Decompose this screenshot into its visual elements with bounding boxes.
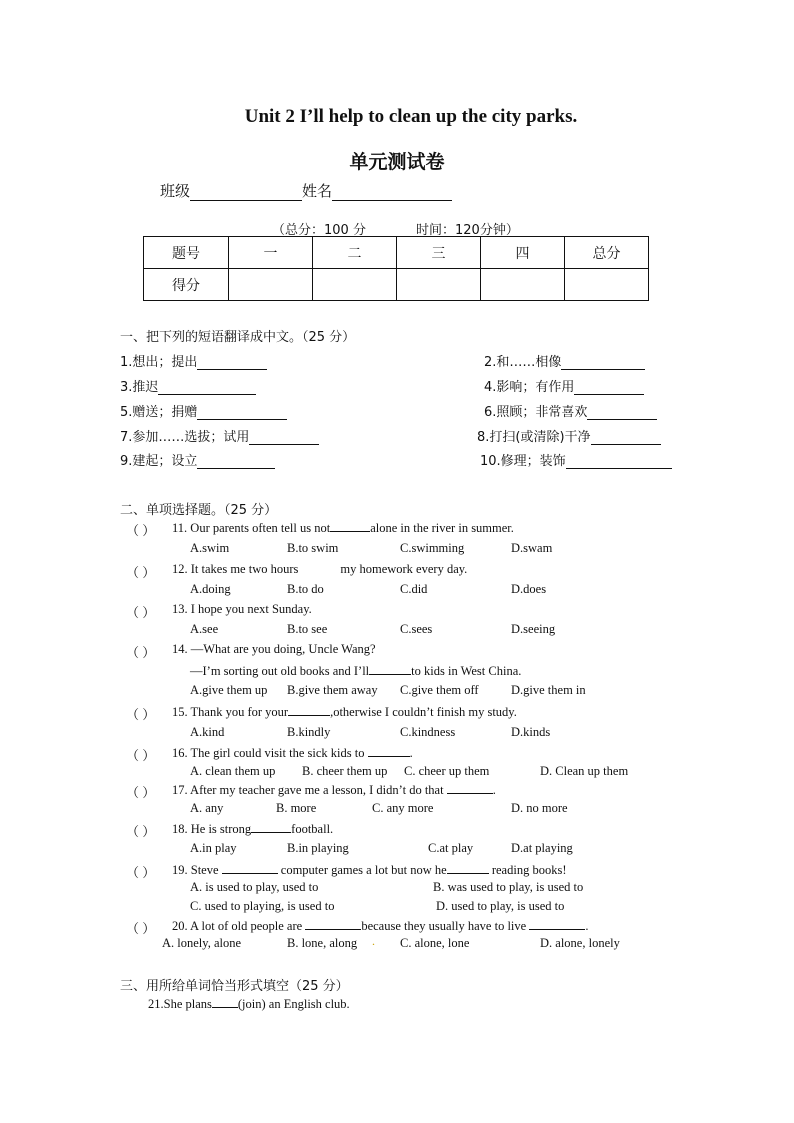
question-11: 11. Our parents often tell us not alone in the river in summer.: [172, 521, 514, 535]
option[interactable]: C.sees: [400, 622, 433, 636]
option[interactable]: D. used to play, is used to: [436, 899, 565, 913]
answer-blank[interactable]: [222, 862, 278, 874]
vocab-item: 10.修理；装饰: [480, 450, 672, 469]
option[interactable]: A.swim: [190, 541, 230, 555]
answer-blank[interactable]: [197, 407, 287, 420]
answer-blank[interactable]: [591, 432, 661, 445]
option[interactable]: D.at playing: [511, 841, 573, 855]
option[interactable]: A.in play: [190, 841, 237, 855]
name-blank[interactable]: [332, 186, 452, 201]
answer-blank[interactable]: [330, 520, 370, 532]
answer-blank[interactable]: [212, 996, 238, 1008]
class-label: 班级: [160, 182, 191, 200]
answer-paren[interactable]: （ ）: [126, 645, 156, 660]
option[interactable]: A. is used to play, used to: [190, 880, 319, 894]
option[interactable]: A. clean them up: [190, 764, 276, 778]
score-table: [143, 236, 649, 301]
question-16: 16. The girl could visit the sick kids to .: [172, 746, 413, 760]
question-19: 19. Steve computer games a lot but now he reading books!: [172, 863, 567, 877]
answer-blank[interactable]: [561, 357, 645, 370]
option[interactable]: D.kinds: [511, 725, 551, 739]
answer-paren[interactable]: （ ）: [126, 785, 156, 800]
question-21: 21.She plans (join) an English club.: [148, 997, 350, 1011]
option[interactable]: C. cheer up them: [404, 764, 490, 778]
answer-blank[interactable]: [197, 456, 275, 469]
score-cell-header: 三: [397, 237, 481, 269]
answer-paren[interactable]: （ ）: [126, 748, 156, 763]
option[interactable]: B. cheer them up: [302, 764, 388, 778]
vocab-item: 2.和……相像: [484, 351, 645, 370]
question-15: 15. Thank you for your ,otherwise I couldn’t finish my study.: [172, 705, 517, 719]
section3-heading: 三、用所给单词恰当形式填空（25 分）: [120, 979, 349, 994]
option[interactable]: C.swimming: [400, 541, 465, 555]
vocab-item: 9.建起；设立: [120, 450, 275, 469]
question-20: 20. A lot of old people are because they usually have to live .: [172, 919, 589, 933]
answer-paren[interactable]: （ ）: [126, 565, 156, 580]
answer-blank[interactable]: [447, 862, 489, 874]
vocab-item: 1.想出；提出: [120, 351, 267, 370]
option[interactable]: C. any more: [372, 801, 434, 815]
option[interactable]: C.give them off: [400, 683, 479, 697]
question-18: 18. He is strong football.: [172, 822, 334, 836]
option[interactable]: C. alone, lone: [400, 936, 470, 950]
option[interactable]: D.swam: [511, 541, 553, 555]
stray-dot-mark: .: [372, 934, 375, 948]
question-13: 13. I hope you next Sunday.: [172, 602, 312, 616]
answer-paren[interactable]: （ ）: [126, 605, 156, 620]
option[interactable]: A.see: [190, 622, 219, 636]
class-blank[interactable]: [190, 186, 302, 201]
time-note: 时间：120分钟）: [416, 223, 519, 238]
section1-heading: 一、把下列的短语翻译成中文。（25 分）: [120, 330, 356, 345]
score-cell-header: 一: [229, 237, 313, 269]
page-title: Unit 2 I’ll help to clean up the city parks.: [244, 106, 578, 127]
answer-blank[interactable]: [305, 918, 361, 930]
option[interactable]: B.kindly: [287, 725, 331, 739]
score-cell-input[interactable]: [397, 269, 481, 301]
option[interactable]: B.to swim: [287, 541, 339, 555]
answer-paren[interactable]: （ ）: [126, 865, 156, 880]
option[interactable]: B.give them away: [287, 683, 378, 697]
score-cell-input[interactable]: [565, 269, 649, 301]
vocab-item: 7.参加……选拔；试用: [120, 426, 319, 445]
option[interactable]: B. more: [276, 801, 317, 815]
score-cell-input[interactable]: [481, 269, 565, 301]
option[interactable]: D.give them in: [511, 683, 586, 697]
vocab-item: 8.打扫(或清除)干净: [477, 426, 661, 445]
answer-blank[interactable]: [566, 456, 672, 469]
vocab-item: 3.推迟: [120, 376, 256, 395]
score-cell-input[interactable]: [313, 269, 397, 301]
option[interactable]: D. Clean up them: [540, 764, 629, 778]
answer-blank[interactable]: [249, 432, 319, 445]
option[interactable]: D. alone, lonely: [540, 936, 620, 950]
option[interactable]: D. no more: [511, 801, 568, 815]
question-17: 17. After my teacher gave me a lesson, I didn’t do that .: [172, 783, 496, 797]
option[interactable]: B. was used to play, is used to: [433, 880, 584, 894]
option[interactable]: C.did: [400, 582, 428, 596]
option[interactable]: A.give them up: [190, 683, 268, 697]
answer-blank[interactable]: [288, 704, 330, 716]
option[interactable]: B. lone, along: [287, 936, 358, 950]
option[interactable]: D.does: [511, 582, 547, 596]
option[interactable]: C. used to playing, is used to: [190, 899, 335, 913]
answer-blank[interactable]: [529, 918, 585, 930]
option[interactable]: A.kind: [190, 725, 225, 739]
question-14-line2: —I’m sorting out old books and I’ll to kids in West China.: [190, 664, 522, 678]
score-cell-header: 总分: [565, 237, 649, 269]
total-score-note: （总分：100 分: [272, 223, 366, 238]
vocab-item: 4.影响；有作用: [484, 376, 644, 395]
score-cell-header: 四: [481, 237, 565, 269]
score-cell-input[interactable]: [229, 269, 313, 301]
option[interactable]: B.to see: [287, 622, 328, 636]
answer-paren[interactable]: （ ）: [126, 707, 156, 722]
option[interactable]: B.to do: [287, 582, 324, 596]
option[interactable]: A. any: [190, 801, 224, 815]
answer-blank[interactable]: [197, 357, 267, 370]
answer-paren[interactable]: （ ）: [126, 824, 156, 839]
question-12: 12. It takes me two hours my homework every day.: [172, 562, 468, 576]
option[interactable]: C.kindness: [400, 725, 456, 739]
answer-paren[interactable]: （ ）: [126, 523, 156, 538]
vocab-item: 6.照顾；非常喜欢: [484, 401, 657, 420]
option[interactable]: B.in playing: [287, 841, 349, 855]
answer-blank[interactable]: [574, 382, 644, 395]
answer-blank[interactable]: [158, 382, 256, 395]
vocab-item: 5.赠送；捐赠: [120, 401, 287, 420]
answer-blank[interactable]: [369, 663, 411, 675]
class-field: [160, 180, 452, 201]
option[interactable]: A. lonely, alone: [162, 936, 242, 950]
page-subtitle: 单元测试卷: [349, 151, 445, 173]
option[interactable]: A.doing: [190, 582, 231, 596]
name-label: 姓名: [302, 182, 333, 200]
score-cell-header: 二: [313, 237, 397, 269]
score-cell-header: 题号: [144, 237, 229, 269]
answer-blank[interactable]: [251, 821, 291, 833]
score-table-header-row: [144, 237, 649, 269]
answer-blank[interactable]: [587, 407, 657, 420]
score-table-score-row: [144, 269, 649, 301]
answer-blank[interactable]: [368, 745, 410, 757]
answer-blank[interactable]: [447, 782, 493, 794]
question-14: 14. —What are you doing, Uncle Wang?: [172, 642, 376, 656]
option[interactable]: D.seeing: [511, 622, 556, 636]
option[interactable]: C.at play: [428, 841, 474, 855]
section2-heading: 二、单项选择题。（25 分）: [120, 503, 278, 518]
score-row-label: 得分: [144, 269, 229, 301]
answer-paren[interactable]: （ ）: [126, 921, 156, 936]
